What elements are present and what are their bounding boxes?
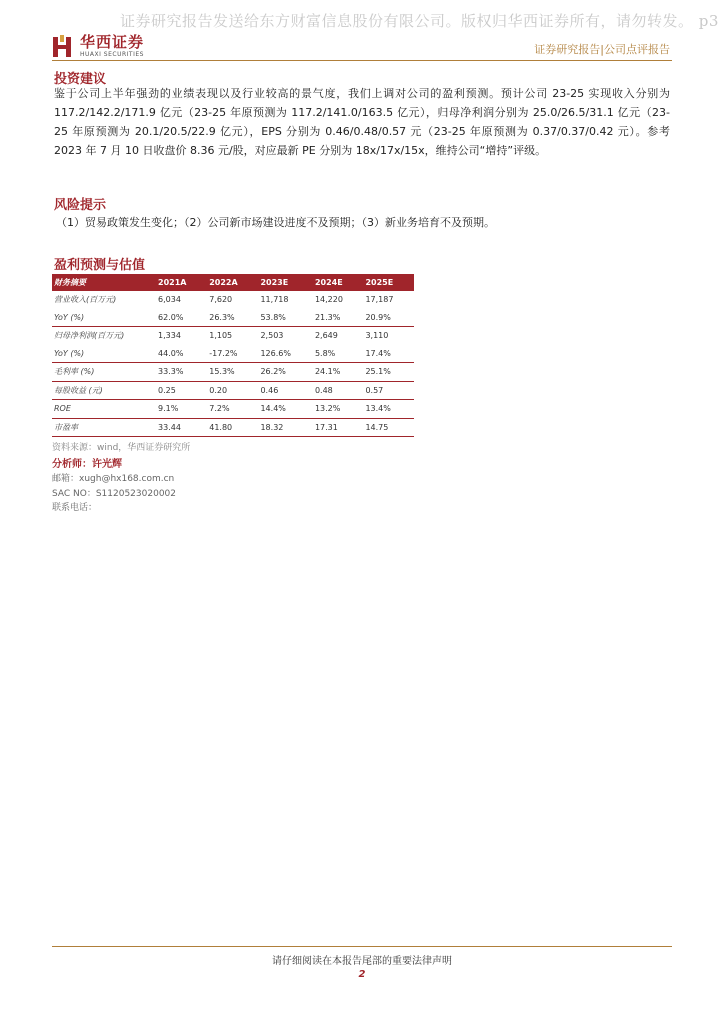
table-cell: 33.44 <box>156 418 207 437</box>
table-row <box>52 381 414 400</box>
table-row-label: 归母净利润(百万元) <box>54 331 125 341</box>
analyst-email: 邮箱：xugh@hx168.com.cn <box>52 474 175 484</box>
table-cell: 0.25 <box>156 381 207 400</box>
table-row <box>52 291 414 309</box>
section-title-risk: 风险提示 <box>54 198 107 213</box>
table-header-cell: 2022A <box>207 274 258 291</box>
table-header-row <box>52 274 414 291</box>
table-header-cell: 2023E <box>258 274 312 291</box>
table-cell: 14.75 <box>363 418 414 437</box>
table-cell: 11,718 <box>260 295 289 305</box>
table-cell: 62.0% <box>156 309 207 327</box>
table-cell: 7,620 <box>209 295 233 305</box>
footer-divider <box>52 946 672 947</box>
table-cell: 17.31 <box>313 418 364 437</box>
table-cell: 0.20 <box>207 381 258 400</box>
table-cell: 0.46 <box>258 381 312 400</box>
table-cell: 33.3% <box>156 363 207 382</box>
investment-paragraph: 鉴于公司上半年强劲的业绩表现以及行业较高的景气度，我们上调对公司的盈利预测。预计公司 23-25 实现收入分别为 117.2/142.2/171.9 亿元（23-25 年原预测为 117.2/141.0/163.5 亿元），归母净利润分别为 25.0/26.5/31.1 亿元（23-25 年原预测为 20.1/20.5/22.9 亿元），EPS 分别为 0.46/0.48/0.57 元（23-25 年原预测为 0.37/0.37/0.42 元）。参考 2023 年 7 月 10 日收盘价 8.36 元/股，对应最新 PE 分别为 18x/17x/15x，维持公司“增持”评级。 <box>54 87 670 157</box>
table-header-cell: 2025E <box>363 274 414 291</box>
table-cell: 13.2% <box>313 400 364 419</box>
table-header-cell: 2021A <box>156 274 207 291</box>
logo-mark-icon <box>52 35 74 59</box>
logo-text-cn: 华西证券 <box>80 33 145 51</box>
table-header-cell: 财务摘要 <box>52 274 156 291</box>
analyst-sac-number: SAC NO：S1120523020002 <box>52 489 176 499</box>
table-cell: 15.3% <box>207 363 258 382</box>
report-type: 证券研究报告|公司点评报告 <box>534 43 670 56</box>
table-cell: 7.2% <box>207 400 258 419</box>
table-cell: 17,187 <box>365 295 394 305</box>
table-cell: -17.2% <box>207 345 258 363</box>
table-cell: 6,034 <box>158 295 181 305</box>
forecast-table <box>52 274 414 437</box>
table-row-label: 每股收益 (元) <box>52 381 156 400</box>
table-cell: 24.1% <box>313 363 364 382</box>
header-divider <box>52 60 672 61</box>
analyst-name: 分析师：许光辉 <box>52 459 122 470</box>
table-cell: 41.80 <box>207 418 258 437</box>
watermark: 证券研究报告发送给东方财富信息股份有限公司。版权归华西证券所有，请勿转发。 p3 <box>120 12 719 30</box>
table-cell: 14,220 <box>314 295 343 305</box>
table-cell: 0.48 <box>313 381 364 400</box>
table-source-note: 资料来源：wind，华西证券研究所 <box>52 443 191 453</box>
table-cell: 0.57 <box>363 381 414 400</box>
table-row <box>52 363 414 382</box>
table-cell: 2,649 <box>314 331 338 341</box>
analyst-phone: 联系电话： <box>52 503 98 513</box>
table-cell: 53.8% <box>258 309 312 327</box>
table-cell: 17.4% <box>363 345 414 363</box>
table-cell: 20.9% <box>363 309 414 327</box>
table-cell: 1,105 <box>209 331 233 341</box>
table-row-label: 营业收入(百万元) <box>54 295 117 305</box>
table-cell: 3,110 <box>365 331 389 341</box>
table-cell: 14.4% <box>258 400 312 419</box>
table-cell: 5.8% <box>313 345 364 363</box>
table-cell: 126.6% <box>258 345 312 363</box>
table-row <box>52 345 414 363</box>
table-row-label: 毛利率 (%) <box>52 363 156 382</box>
table-row-label: YoY (%) <box>52 309 156 327</box>
table-row-label: ROE <box>52 400 156 419</box>
section-title-investment: 投资建议 <box>54 72 107 87</box>
table-cell: 21.3% <box>313 309 364 327</box>
table-row <box>52 327 414 345</box>
table-row-label: YoY (%) <box>52 345 156 363</box>
table-cell: 1,334 <box>158 331 181 341</box>
table-cell: 26.2% <box>258 363 312 382</box>
section-title-forecast: 盈利预测与估值 <box>54 258 146 273</box>
table-header-cell: 2024E <box>313 274 364 291</box>
table-cell: 9.1% <box>156 400 207 419</box>
table-row <box>52 418 414 437</box>
table-cell: 18.32 <box>258 418 312 437</box>
risk-paragraph: （1）贸易政策发生变化；（2）公司新市场建设进度不及预期；（3）新业务培育不及预期。 <box>56 216 495 229</box>
table-row <box>52 309 414 327</box>
table-row <box>52 400 414 419</box>
table-cell: 26.3% <box>207 309 258 327</box>
table-row-label: 市盈率 <box>52 418 156 437</box>
table-cell: 44.0% <box>156 345 207 363</box>
company-logo <box>52 34 144 59</box>
table-cell: 25.1% <box>363 363 414 382</box>
footer-disclaimer: 请仔细阅读在本报告尾部的重要法律声明 <box>272 956 452 967</box>
table-cell: 2,503 <box>260 331 284 341</box>
page-number: 2 <box>358 969 366 980</box>
logo-text-en: HUAXI SECURITIES <box>80 51 144 58</box>
table-cell: 13.4% <box>363 400 414 419</box>
